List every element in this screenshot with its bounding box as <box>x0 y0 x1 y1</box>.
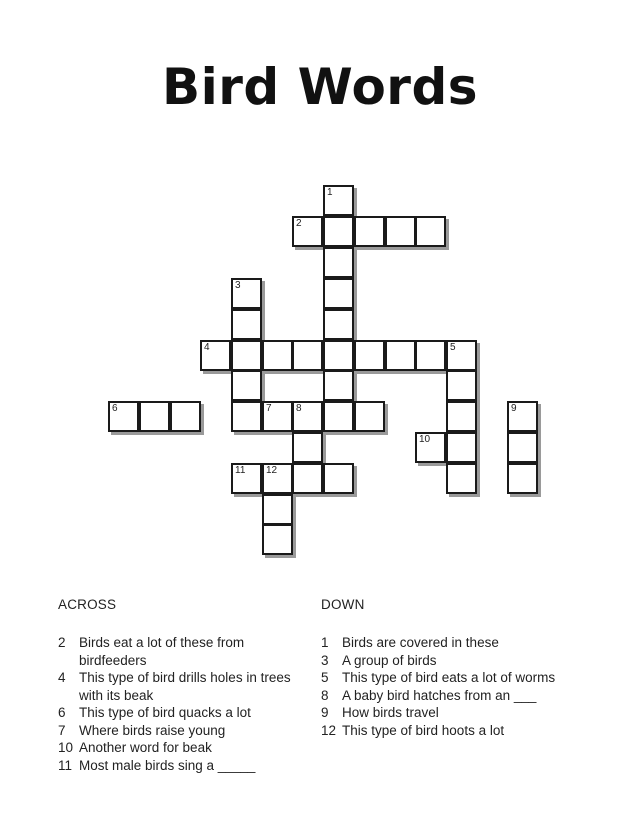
grid-cell[interactable] <box>323 401 354 432</box>
down-clue <box>321 722 561 740</box>
grid-cell[interactable] <box>231 401 262 432</box>
cell-number: 6 <box>112 403 118 414</box>
grid-cell[interactable] <box>292 463 323 494</box>
across-clue <box>58 722 298 740</box>
grid-cell[interactable] <box>323 216 354 247</box>
cell-number: 12 <box>266 465 278 476</box>
across-clues <box>58 597 298 774</box>
grid-cell[interactable] <box>507 401 538 432</box>
cell-number: 10 <box>419 434 431 445</box>
grid-cell[interactable] <box>231 309 262 340</box>
clue-text: A group of birds <box>342 652 437 668</box>
across-clue-list <box>58 634 298 774</box>
grid-cell[interactable] <box>231 278 262 309</box>
grid-cell[interactable] <box>446 370 477 401</box>
clue-number: 5 <box>321 670 329 685</box>
grid-cell[interactable] <box>507 463 538 494</box>
grid-cell[interactable] <box>292 401 323 432</box>
grid-cell[interactable] <box>446 463 477 494</box>
clue-text: This type of bird eats a lot of worms <box>342 670 556 685</box>
grid-cell[interactable] <box>415 432 446 463</box>
clue-number: 6 <box>58 705 66 720</box>
grid-cell[interactable] <box>323 340 354 371</box>
across-clue <box>58 704 298 722</box>
clue-text: This type of bird quacks a lot <box>79 705 251 720</box>
down-clue <box>321 669 561 687</box>
down-clue <box>321 704 561 722</box>
grid-cell[interactable] <box>446 432 477 463</box>
clue-text: This type of bird hoots a lot <box>342 722 505 738</box>
grid-cell[interactable] <box>323 185 354 216</box>
clue-text: Birds are covered in these <box>342 635 499 650</box>
across-clue <box>58 757 298 775</box>
grid-cell[interactable] <box>200 340 231 371</box>
page-title: Bird Words <box>161 58 479 116</box>
cell-number: 5 <box>450 342 456 353</box>
grid-cell[interactable] <box>446 340 477 371</box>
grid-cell[interactable] <box>231 370 262 401</box>
grid-cell[interactable] <box>292 340 323 371</box>
across-clue <box>58 669 298 704</box>
grid-cell[interactable] <box>292 216 323 247</box>
grid-cell[interactable] <box>323 309 354 340</box>
grid-cell[interactable] <box>231 463 262 494</box>
clue-text: This type of bird drills holes in trees with its beak <box>79 670 291 703</box>
grid-cell[interactable] <box>262 524 293 555</box>
clue-text: Where birds raise young <box>79 722 226 738</box>
down-clue <box>321 634 561 652</box>
grid-cell[interactable] <box>385 340 416 371</box>
grid-cell[interactable] <box>262 494 293 525</box>
grid-cell[interactable] <box>354 216 385 247</box>
grid-cell[interactable] <box>323 370 354 401</box>
clue-number: 10 <box>58 740 74 755</box>
cell-number: 3 <box>235 280 241 291</box>
grid-cell[interactable] <box>446 401 477 432</box>
clue-number: 7 <box>58 722 66 738</box>
cell-number: 8 <box>296 403 302 414</box>
grid-cell[interactable] <box>292 432 323 463</box>
across-clue <box>58 739 298 757</box>
down-heading: DOWN <box>321 597 365 612</box>
cell-number: 2 <box>296 218 302 229</box>
clue-number: 12 <box>321 722 337 738</box>
cell-number: 7 <box>266 403 272 414</box>
clue-text: Birds eat a lot of these from birdfeeders <box>79 635 245 668</box>
clue-number: 9 <box>321 705 329 720</box>
grid-cell[interactable] <box>385 216 416 247</box>
across-clue <box>58 634 298 669</box>
grid-cell[interactable] <box>139 401 170 432</box>
grid-cell[interactable] <box>262 401 293 432</box>
clue-number: 8 <box>321 687 329 703</box>
grid-cell[interactable] <box>231 340 262 371</box>
clue-number: 4 <box>58 670 66 685</box>
grid-cell[interactable] <box>170 401 201 432</box>
down-clues <box>321 597 561 739</box>
grid-cell[interactable] <box>262 463 293 494</box>
grid-cell[interactable] <box>415 340 446 371</box>
grid-cell[interactable] <box>354 401 385 432</box>
clue-number: 1 <box>321 635 329 650</box>
clue-number: 2 <box>58 635 66 650</box>
grid-cell[interactable] <box>108 401 139 432</box>
clue-text: How birds travel <box>342 705 439 720</box>
cell-number: 1 <box>327 187 333 198</box>
clue-number: 3 <box>321 652 329 668</box>
grid-cell[interactable] <box>507 432 538 463</box>
cell-number: 4 <box>204 342 210 353</box>
grid-cell[interactable] <box>415 216 446 247</box>
cell-number: 9 <box>511 403 517 414</box>
clue-text: Another word for beak <box>79 740 212 755</box>
grid-cell[interactable] <box>262 340 293 371</box>
down-clue <box>321 652 561 670</box>
down-clue <box>321 687 561 705</box>
grid-cell[interactable] <box>323 278 354 309</box>
grid-cell[interactable] <box>354 340 385 371</box>
grid-cell[interactable] <box>323 247 354 278</box>
clue-number: 11 <box>58 757 73 773</box>
clue-text: A baby bird hatches from an ___ <box>342 687 537 703</box>
down-clue-list <box>321 634 561 739</box>
clue-text: Most male birds sing a _____ <box>79 757 256 773</box>
grid-cell[interactable] <box>323 463 354 494</box>
cell-number: 11 <box>235 465 246 476</box>
across-heading: ACROSS <box>58 597 117 612</box>
